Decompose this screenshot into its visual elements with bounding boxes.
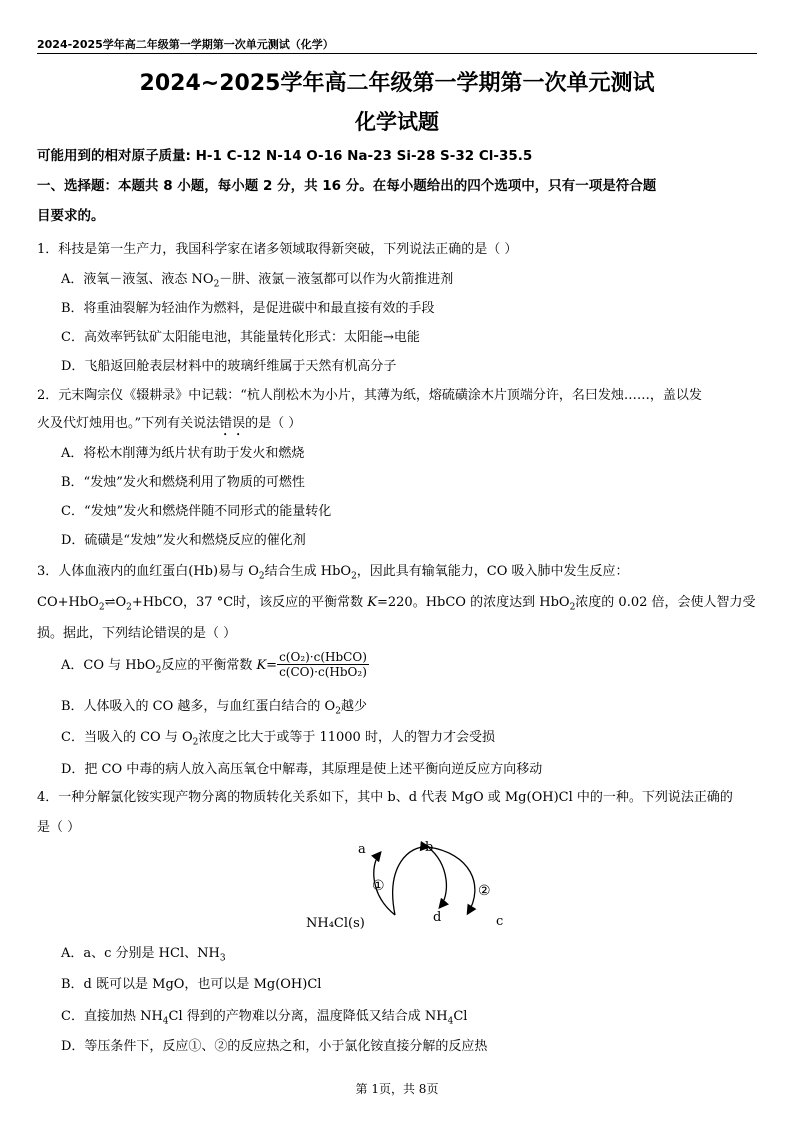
q2-option-d: D．硫磺是“发烛”发火和燃烧反应的催化剂: [61, 533, 306, 548]
conversion-cycle-diagram: [300, 835, 530, 935]
label-step2: ②: [478, 883, 491, 899]
q4-option-b: B．d 既可以是 MgO，也可以是 Mg(OH)Cl: [61, 977, 322, 992]
header-divider: [37, 53, 757, 54]
label-nh4cl: NH₄Cl(s): [306, 916, 365, 931]
label-c: c: [496, 914, 504, 929]
q3-option-b: B．人体吸入的 CO 越多，与血红蛋白结合的 $O_2$越少: [61, 699, 367, 717]
arrow-to-c: [428, 847, 475, 913]
label-step1: ①: [372, 878, 385, 894]
q1-option-c: C．高效率钙钛矿太阳能电池，其能量转化形式：太阳能→电能: [61, 330, 420, 345]
q4-stem-line2: 是（ ）: [37, 820, 81, 835]
running-header: 2024-2025学年高二年级第一学期第一次单元测试（化学）: [37, 38, 334, 51]
section-heading-line2: 目要求的。: [37, 208, 105, 224]
exam-subtitle: 化学试题: [355, 110, 439, 134]
equilibrium-constant-fraction: $\frac{\text{c(O₂)·c(HbCO)}}{\text{c(CO)·c(HbO₂)}}$: [279, 650, 367, 679]
q3-stem-line1: 3．人体血液内的血红蛋白(Hb)易与 $O_2$结合生成 HbO$_2$，因此具有输氧能力，CO 吸入肺中发生反应：: [37, 564, 629, 582]
atomic-masses: 可能用到的相对原子质量: H-1 C-12 N-14 O-16 Na-23 Si-28 S-32 Cl-35.5: [37, 148, 533, 164]
q3-stem-line3: 损。据此，下列结论错误的是（ ）: [37, 626, 237, 641]
page-number: 第 1页，共 8页: [355, 1082, 439, 1096]
label-a: a: [358, 842, 366, 857]
q1-option-a: A．液氧－液氢、液态 $NO_2-$肼、液氯－液氢都可以作为火箭推进剂: [61, 272, 454, 290]
q1-stem: 1．科技是第一生产力，我国科学家在诸多领域取得新突破，下列说法正确的是（ ）: [37, 242, 518, 257]
q2-stem-line2: 火及代灯烛用也。”下列有关说法错误的是（ ）: [37, 416, 302, 431]
q1-option-d: D．飞船返回舱表层材料中的玻璃纤维属于天然有机高分子: [61, 359, 397, 374]
arrow-to-d: [428, 847, 446, 907]
q4-option-d: D．等压条件下，反应①、②的反应热之和，小于氯化铵直接分解的反应热: [61, 1039, 488, 1054]
q1-option-b: B．将重油裂解为轻油作为燃料，是促进碳中和最直接有效的手段: [61, 301, 435, 316]
label-b: b: [425, 840, 434, 855]
q2-option-a: A．将松木削薄为纸片状有助于发火和燃烧: [61, 446, 305, 461]
q3-stem-line2: $CO+HbO_2\rightleftharpoons O_2+HbCO$，37 °C时，该反应的平衡常数 K=220。HbCO 的浓度达到 HbO$_2$浓度的 0.02 倍，会使人智力受: [37, 595, 756, 613]
q4-stem-line1: 4．一种分解氯化铵实现产物分离的物质转化关系如下，其中 b、d 代表 MgO 或 Mg(OH)Cl 中的一种。下列说法正确的: [37, 790, 733, 805]
q3-option-c: C．当吸入的 CO 与 $O_2$浓度之比大于或等于 11000 时，人的智力才会受损: [61, 730, 495, 748]
q2-option-b: B．“发烛”发火和燃烧利用了物质的可燃性: [61, 475, 305, 490]
q2-stem-line1: 2．元末陶宗仪《辍耕录》中记载：“杭人削松木为小片，其薄为纸，熔硫磺涂木片顶端分许，名曰发烛……，盖以发: [37, 388, 702, 403]
q2-option-c: C．“发烛”发火和燃烧伴随不同形式的能量转化: [61, 504, 332, 519]
q4-option-c: C．直接加热 $NH_4Cl$ 得到的产物难以分离，温度降低又结合成 $NH_4Cl$: [61, 1009, 468, 1027]
exam-title: 2024~2025学年高二年级第一学期第一次单元测试: [139, 71, 655, 96]
section-heading-line1: 一、选择题：本题共 8 小题，每小题 2 分，共 16 分。在每小题给出的四个选项中，只有一项是符合题: [37, 178, 657, 194]
q4-option-a: A．a、c 分别是 HCl、$NH_3$: [61, 946, 226, 964]
q3-option-a: A．CO 与 HbO$_2$反应的平衡常数 K= $\frac{\text{c(O₂)·c(HbCO)}}{\text{c(CO)·c(HbO₂)}}$: [61, 650, 367, 679]
arrow-to-b: [393, 847, 428, 915]
label-d: d: [433, 910, 442, 925]
q3-option-d: D．把 CO 中毒的病人放入高压氧仓中解毒，其原理是使上述平衡向逆反应方向移动: [61, 762, 543, 777]
